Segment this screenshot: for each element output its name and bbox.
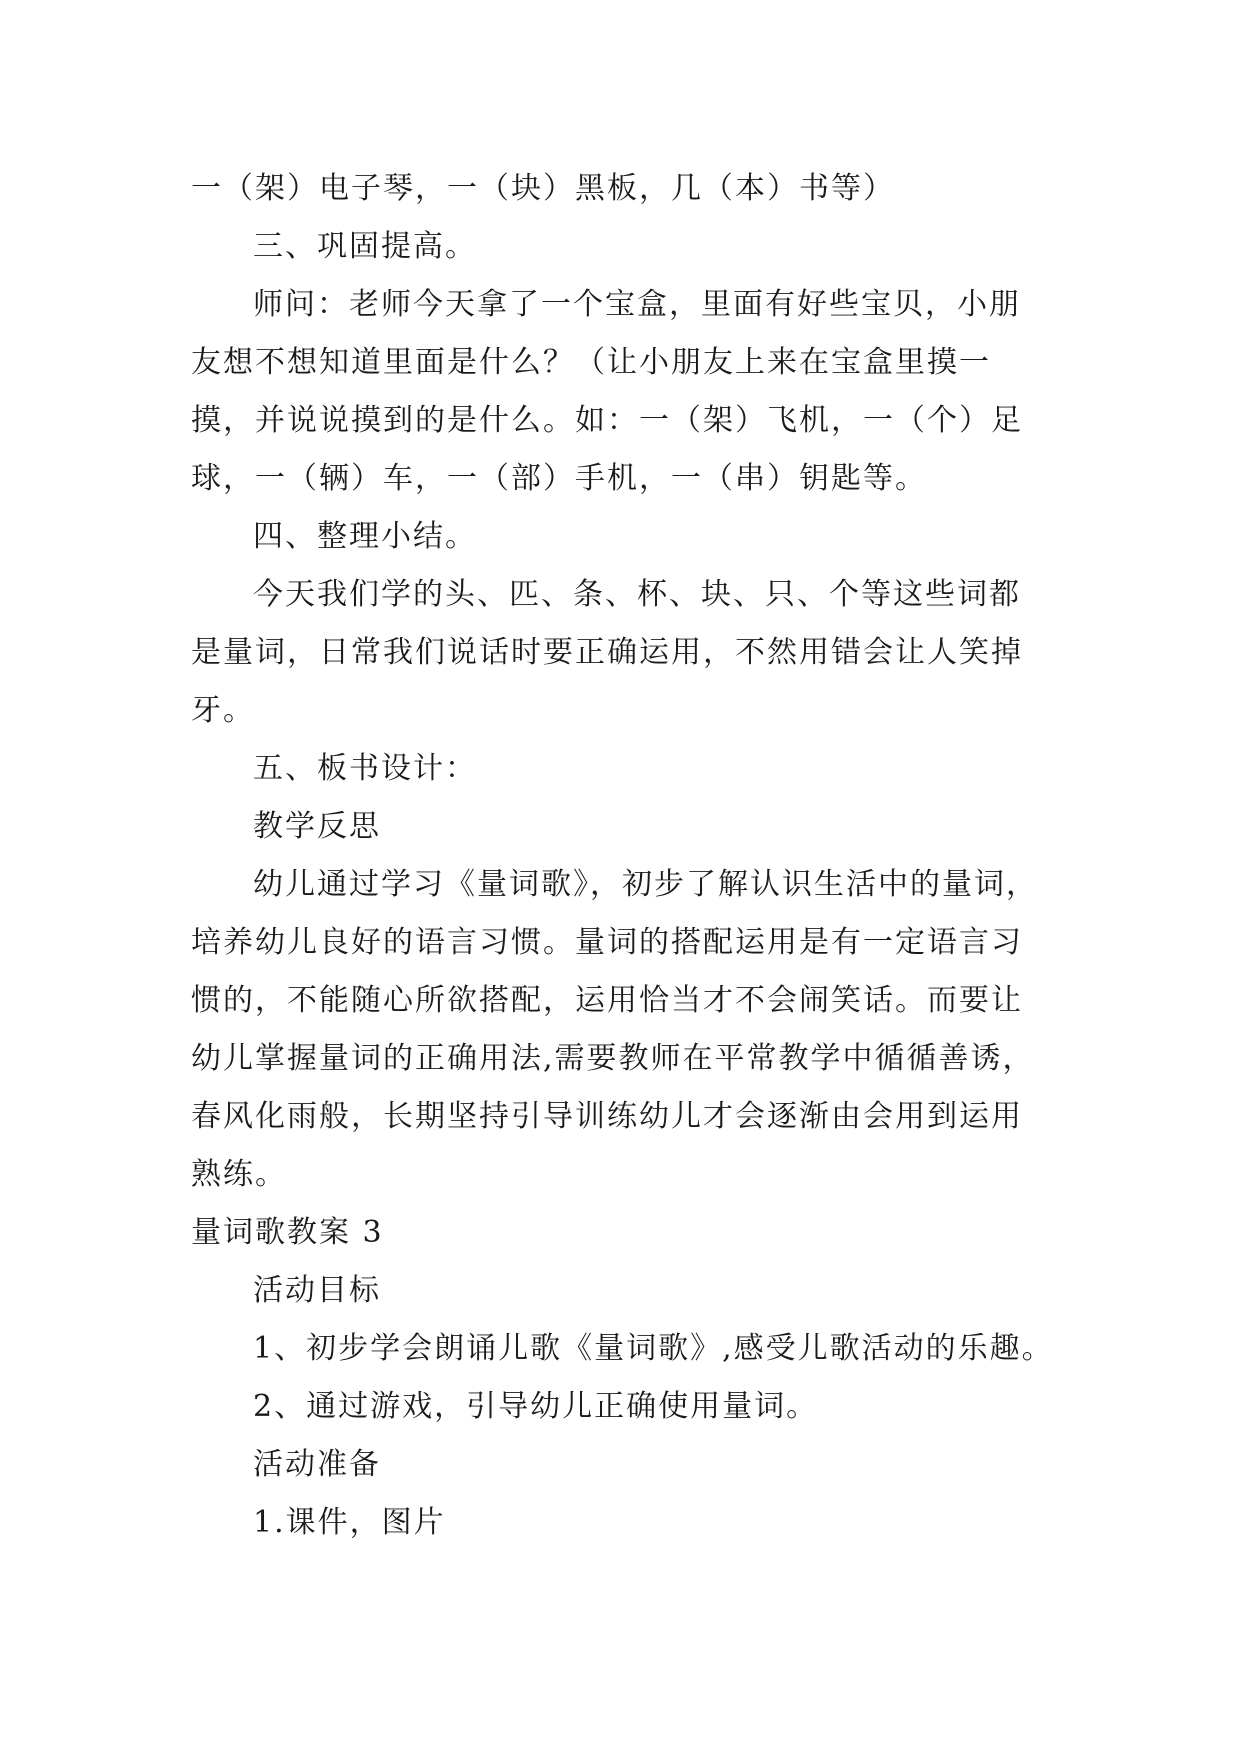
text-line: 教学反思	[253, 809, 381, 844]
text-line: 是量词，日常我们说话时要正确运用，不然用错会让人笑掉	[191, 635, 1023, 670]
document-body	[191, 160, 1054, 1552]
text-line: 四、整理小结。	[253, 519, 477, 554]
text-line: 友想不想知道里面是什么？（让小朋友上来在宝盒里摸一	[191, 345, 991, 380]
text-line: 春风化雨般，长期坚持引导训练幼儿才会逐渐由会用到运用	[191, 1099, 1023, 1134]
text-line: 活动目标	[253, 1273, 381, 1308]
text-line: 活动准备	[253, 1447, 381, 1482]
text-line: 五、板书设计：	[253, 751, 477, 786]
text-line: 熟练。	[191, 1157, 287, 1192]
text-line: 一（架）电子琴，一（块）黑板，几（本）书等）	[191, 171, 895, 206]
text-line: 师问：老师今天拿了一个宝盒，里面有好些宝贝，小朋	[253, 287, 1021, 322]
text-line: 1.课件，图片	[253, 1505, 446, 1540]
text-line: 1、初步学会朗诵儿歌《量词歌》,感受儿歌活动的乐趣。	[253, 1331, 1054, 1366]
text-line: 量词歌教案 3	[191, 1215, 384, 1250]
text-line: 2、通过游戏，引导幼儿正确使用量词。	[253, 1389, 819, 1424]
text-line: 幼儿通过学习《量词歌》，初步了解认识生活中的量词，	[253, 867, 1038, 902]
text-line: 牙。	[191, 693, 255, 728]
text-line: 惯的，不能随心所欲搭配，运用恰当才不会闹笑话。而要让	[191, 983, 1023, 1018]
text-line: 摸，并说说摸到的是什么。如：一（架）飞机，一（个）足	[191, 403, 1023, 438]
text-line: 三、巩固提高。	[253, 229, 477, 264]
text-line: 今天我们学的头、匹、条、杯、块、只、个等这些词都	[253, 577, 1021, 612]
text-line: 幼儿掌握量词的正确用法,需要教师在平常教学中循循善诱，	[191, 1041, 1035, 1076]
text-line: 培养幼儿良好的语言习惯。量词的搭配运用是有一定语言习	[191, 925, 1023, 960]
text-line: 球，一（辆）车，一（部）手机，一（串）钥匙等。	[191, 461, 927, 496]
